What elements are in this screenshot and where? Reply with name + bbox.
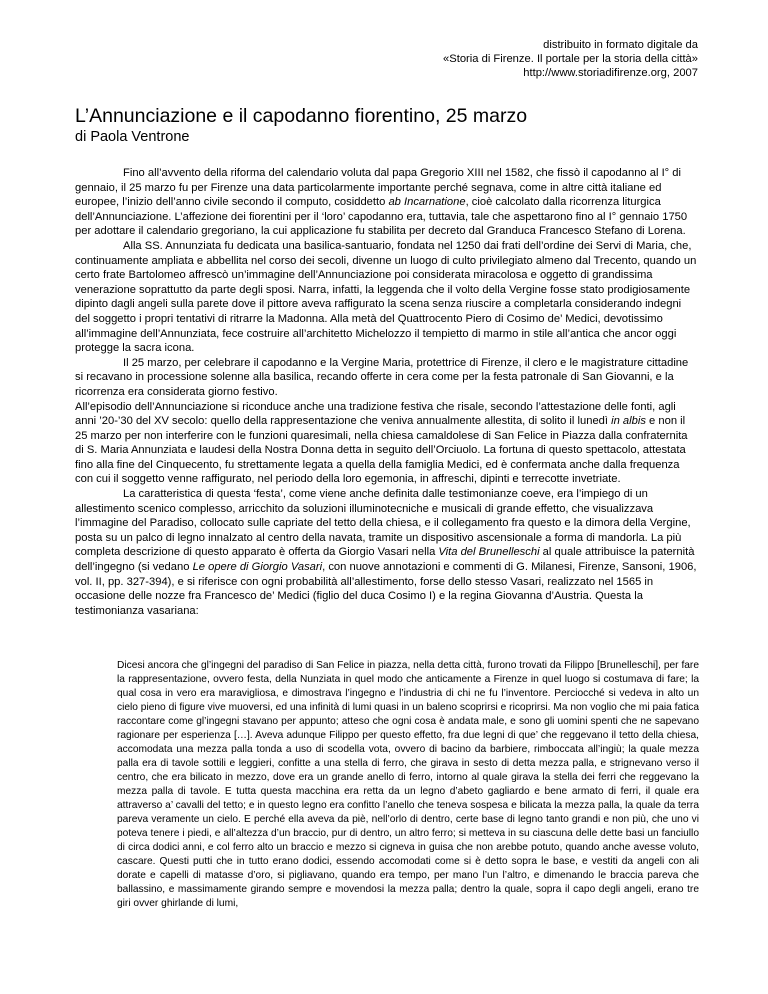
paragraph-5-emphasis-1: Vita del Brunelleschi bbox=[438, 546, 540, 559]
paragraph-2: Alla SS. Annunziata fu dedicata una basilica-santuario, fondata nel 1250 dai frati dell’ordine dei Servi di Maria, che, continuamente ampliata e abbellita nel corso dei secoli, divenne un luogo di culto privilegiato almeno dal Trecento, quando un certo frate Bartolomeo affrescò un’immagine dell’Annunciazione poi considerata miracolosa e oggetto di grandissima venerazione soprattutto da parte degli sposi. Narra, infatti, la leggenda che il volto della Vergine fosse stato prodigiosamente dipinto dagli angeli sulla parete dove il pittore aveva raffigurato la scena senza riuscire a completarla considerando indegni del soggetto i propri tentativi di ritrarre la Madonna. Alla metà del Quattrocento Piero di Cosimo de’ Medici, devotissimo all’immagine dell’Annunziata, fece costruire all’architetto Michelozzo il tempietto di marmo in stile all’antica che ancor oggi protegge la sacra icona. bbox=[75, 239, 697, 355]
article-body bbox=[75, 166, 699, 618]
paragraph-4 bbox=[75, 400, 699, 488]
paragraph-1-emphasis: ab Incarnatione bbox=[388, 196, 466, 209]
header-line-1: distribuito in formato digitale da bbox=[543, 39, 698, 51]
article-author: di Paola Ventrone bbox=[75, 129, 190, 145]
distribution-header bbox=[443, 38, 698, 80]
paragraph-4-emphasis: in albis bbox=[611, 415, 646, 428]
paragraph-5-emphasis-2: Le opere di Giorgio Vasari bbox=[192, 561, 323, 574]
paragraph-1-text-b: , cioè calcolato dalla ricorrenza liturgica dell’Annunciazione. L’affezione dei fiorentini per il ‘loro’ capodanno era, tuttavia, tale che aspettarono fino al I° gennaio 1750 per adottare il calendario gregoriano, la cui applicazione fu stabilita per decreto dal Granduca Francesco Stefano di Lorena. bbox=[75, 196, 688, 238]
paragraph-3: Il 25 marzo, per celebrare il capodanno e la Vergine Maria, protettrice di Firenze, il clero e le magistrature cittadine si recavano in processione solenne alla basilica, recando offerte in cera come per la festa patronale di San Giovanni, e la ricorrenza era considerata giorno festivo. bbox=[75, 356, 689, 398]
paragraph-5 bbox=[75, 487, 699, 618]
article-title: L’Annunciazione e il capodanno fiorentino, 25 marzo bbox=[75, 105, 528, 127]
paragraph-5-text-b: al quale attribuisce la paternità dell’ingegno (si vedano bbox=[75, 546, 695, 574]
vasari-quote: Dicesi ancora che gl’ingegni del paradiso di San Felice in piazza, nella detta città, furono trovati da Filippo [Brunelleschi], per fare la rappresentazione, ovvero festa, della Nunziata in quel modo che anticamente a Firenze in quel luogo si costumava di fare; la qual cosa in vero era maravigliosa, e dimostrava l’ingegno e l’industria di chi ne fu l’inventore. Perciocché si vedeva in alto un cielo pieno di figure vive muoversi, ed una infinità di lumi quasi in un baleno scoprirsi e ricoprirsi. Ma non voglio che mi paia fatica raccontare come gl’ingegni stavano per appunto; atteso che ogni cosa è andata male, e sono gli uomini spenti che ne sapevano ragionare per esperienza […]. Aveva adunque Filippo per questo effetto, fra due legni di que’ che reggevano il tetto della chiesa, accomodata una mezza palla tonda a uso di scodella vota, ovvero di bacino da barbiere, rimboccata all’ingiù; la quale mezza palla era di tavole sottili e leggieri, confitte a una stella di ferro, che girava in sesto di detta mezza palla, e strignevano verso il centro, che era bilicato in mezzo, dove era un grande anello di ferro, intorno al quale girava la stella dei ferri che reggevano la mezza palla di tavole. E tutta questa macchina era retta da un legno d’abeto gagliardo e bene armato di ferri, il quale era attraverso a’ cavalli del tetto; e in questo legno era confitto l’anello che teneva sospesa e bilicata la mezza palla, la quale da terra pareva veramente un cielo. E perché ella aveva da piè, nell’orlo di dentro, certe base di legno tanto grandi e non più, che uno vi poteva tenere i piedi, e all’altezza d’un braccio, pur di dentro, un altro ferro; si metteva in su ciascuna delle dette basi un fanciullo di circa dodici anni, e col ferro alto un braccio e mezzo si cigneva in guisa che non arebbe potuto, quando anche avesse voluto, cascare. Questi putti che in tutto erano dodici, essendo accomodati come si è detto sopra le base, e vestiti da angeli con ali dorate e capelli di matasse d’oro, si pigliavano, quando era tempo, per mano l’un l’altro, e dimenando le braccia pareva che ballassino, e massimamente girando sempre e movendosi la mezza palla; dentro la quale, sopra il capo degli angeli, erano tre giri ovver ghirlande di lumi, bbox=[117, 660, 699, 909]
paragraph-5-text-a: La caratteristica di questa ‘festa’, come viene anche definita dalle testimonianze coeve, era l’impiego di un allestimento scenico complesso, arricchito da soluzioni illuminotecniche e musicali di grande effetto, che visualizzava l’immagine del Paradiso, collocato sulle capriate del tetto della chiesa, e il collegamento fra questo e la dimora della Vergine, posta su un palco di legno innalzato al centro della navata, tramite un dispositivo ascensionale a forma di mandorla. La più completa descrizione di questo apparato è offerta da Giorgio Vasari nella bbox=[75, 488, 691, 559]
header-url: http://www.storiadifirenze.org, 2007 bbox=[523, 67, 698, 79]
paragraph-4-text-a: All’episodio dell’Annunciazione si riconduce anche una tradizione festiva che risale, secondo l’attestazione delle fonti, agli anni ’20-’30 del XV secolo: quello della rappresentazione che veniva annualmente allestita, di solito il lunedì bbox=[75, 400, 676, 428]
paragraph-5-text-c: , con nuove annotazioni e commenti di G. Milanesi, Firenze, Sansoni, 1906, vol. II, pp. 327-394), e si riferisce con ogni probabilità all’allestimento, forse dello stesso Vasari, realizzato nel 1565 in occasione delle nozze fra Francesco de’ Medici (figlio del duca Cosimo I) e la regina Giovanna d’Austria. Questa la testimonianza vasariana: bbox=[75, 561, 697, 617]
paragraph-1 bbox=[75, 166, 699, 239]
paragraph-1-text-a: Fino all’avvento della riforma del calendario voluta dal papa Gregorio XIII nel 1582, che fissò il capodanno al I° di gennaio, il 25 marzo fu per Firenze una data particolarmente importante perché segnava, come in altre città italiane ed europee, l’inizio dell’anno civile secondo il computo, cosiddetto bbox=[75, 167, 681, 209]
paragraph-4-text-b: e non il 25 marzo per non interferire con le funzioni quaresimali, nella chiesa camaldolese di San Felice in Piazza dalla confraternita di S. Maria Annunziata e laudesi della Nostra Donna detta in seguito dell’Orciuolo. La fortuna di questo spettacolo, attestata fino alla fine del Cinquecento, fu strettamente legata a quella della famiglia Medici, ed è confermata anche dalla frequenza con cui il soggetto venne raffigurato, nel periodo della loro egemonia, in affreschi, dipinti e terrecotte invetriate. bbox=[75, 415, 688, 486]
header-line-2: «Storia di Firenze. Il portale per la storia della città» bbox=[443, 53, 698, 65]
